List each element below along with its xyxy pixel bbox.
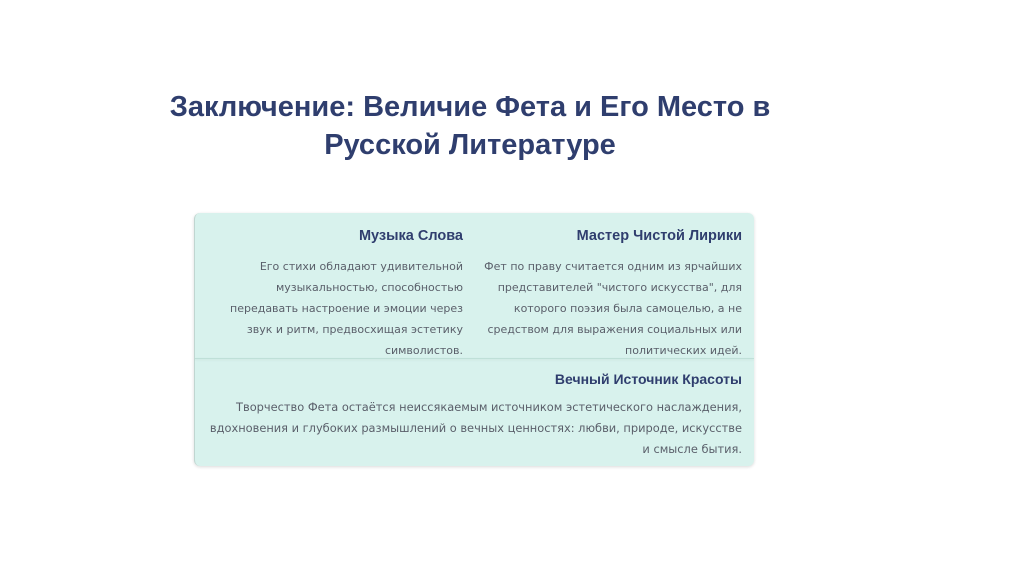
content-card — [194, 213, 754, 466]
card-divider — [195, 358, 754, 359]
music-text: Его стихи обладают удивительной музыкальностью, способностью передавать настроение и эмоции через звук и ритм, предвосхищая эстетику символистов. — [230, 260, 463, 357]
music-block — [205, 226, 463, 361]
beauty-heading: Вечный Источник Красоты — [554, 371, 742, 387]
master-heading: Мастер Чистой Лирики — [576, 228, 742, 244]
master-block — [480, 226, 742, 361]
slide-title: Заключение: Величие Фета и Его Место в Русской Литературе — [169, 91, 771, 161]
music-heading: Музыка Слова — [358, 228, 463, 244]
master-text: Фет по праву считается одним из ярчайших представителей "чистого искусства", для которого поэзия была самоцелью, а не средством для выражения социальных или политических идей. — [484, 260, 742, 357]
beauty-block — [207, 369, 742, 460]
beauty-text: Творчество Фета остаётся неиссякаемым источником эстетического наслаждения, вдохновения и глубоких размышлений о вечных ценностях: любви, природе, искусстве и смысле бытия. — [209, 400, 742, 456]
